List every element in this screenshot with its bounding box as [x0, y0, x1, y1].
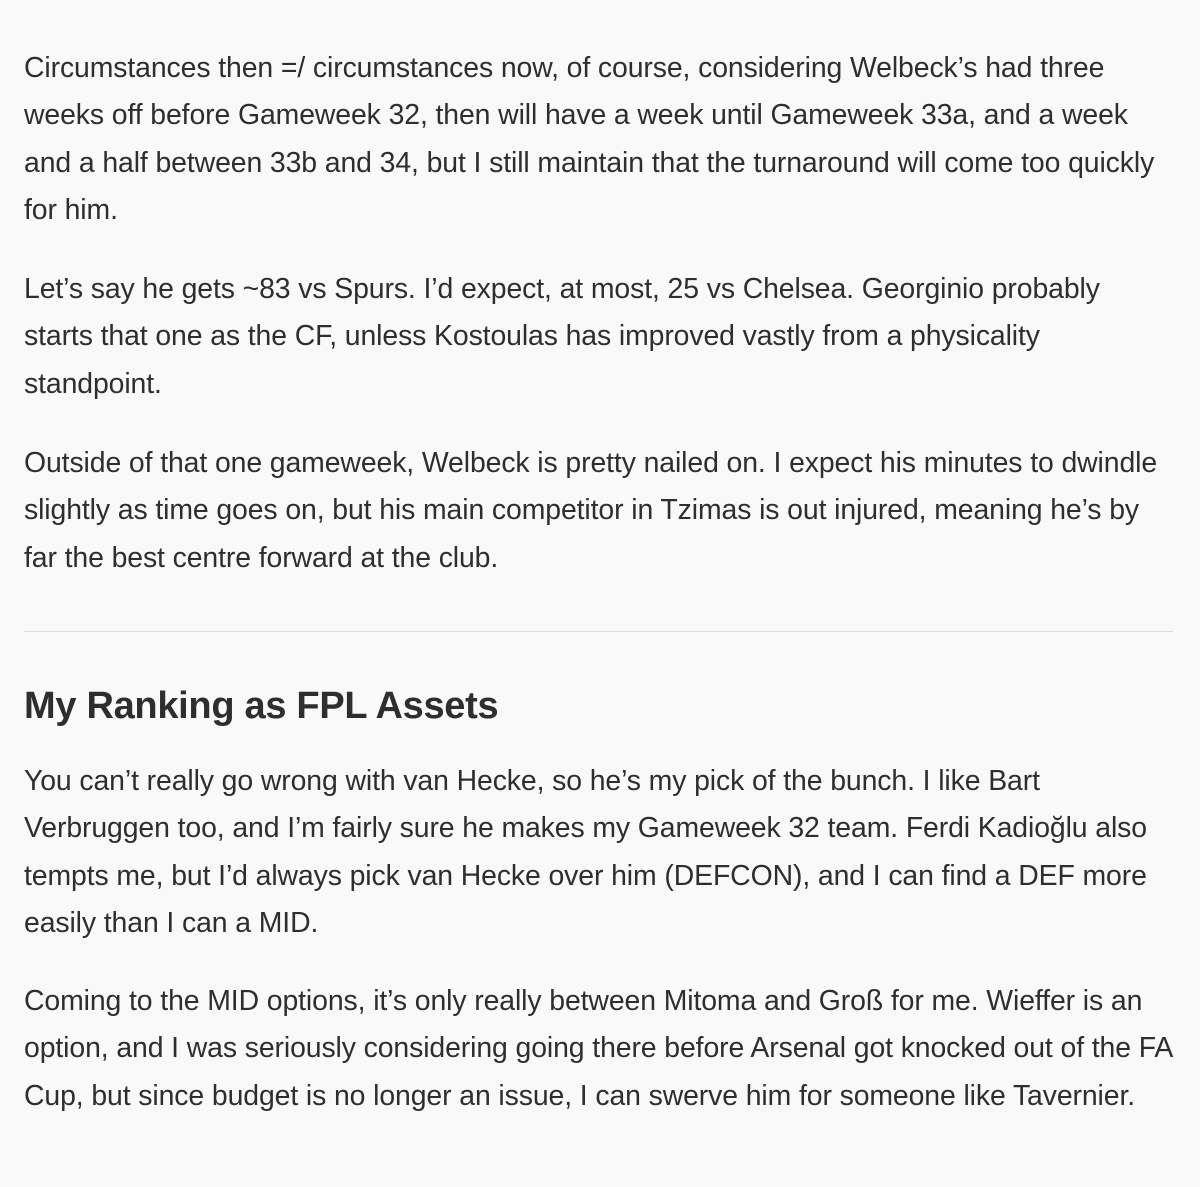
- paragraph-midfield-options: Coming to the MID options, it’s only really between Mitoma and Groß for me. Wieffer is an option, and I was seriously considering going there before Arsenal got knocked out of the FA Cup, but since budget is no longer an issue, I can swerve him for someone like Tavernier.: [24, 985, 1172, 1112]
- paragraph-spurs-chelsea-minutes: Let’s say he gets ~83 vs Spurs. I’d expect, at most, 25 vs Chelsea. Georginio probably starts that one as the CF, unless Kostoulas has improved vastly from a physicality standpoint.: [24, 273, 1100, 400]
- paragraph-defender-picks: You can’t really go wrong with van Hecke, so he’s my pick of the bunch. I like Bart Verbruggen too, and I’m fairly sure he makes my Gameweek 32 team. Ferdi Kadioğlu also tempts me, but I’d always pick van Hecke over him (DEFCON), and I can find a DEF more easily than I can a MID.: [24, 765, 1147, 939]
- section-divider: [24, 631, 1173, 632]
- paragraph-welbeck-nailed-on: Outside of that one gameweek, Welbeck is pretty nailed on. I expect his minutes to dwindle slightly as time goes on, but his main competitor in Tzimas is out injured, meaning he’s by far the best centre forward at the club.: [24, 447, 1158, 574]
- paragraph-welbeck-circumstances: Circumstances then =/ circumstances now, of course, considering Welbeck’s had three weeks off before Gameweek 32, then will have a week until Gameweek 33a, and a week and a half between 33b and 34, but I still maintain that the turnaround will come too quickly for him.: [24, 52, 1155, 226]
- section-heading: My Ranking as FPL Assets: [24, 685, 499, 727]
